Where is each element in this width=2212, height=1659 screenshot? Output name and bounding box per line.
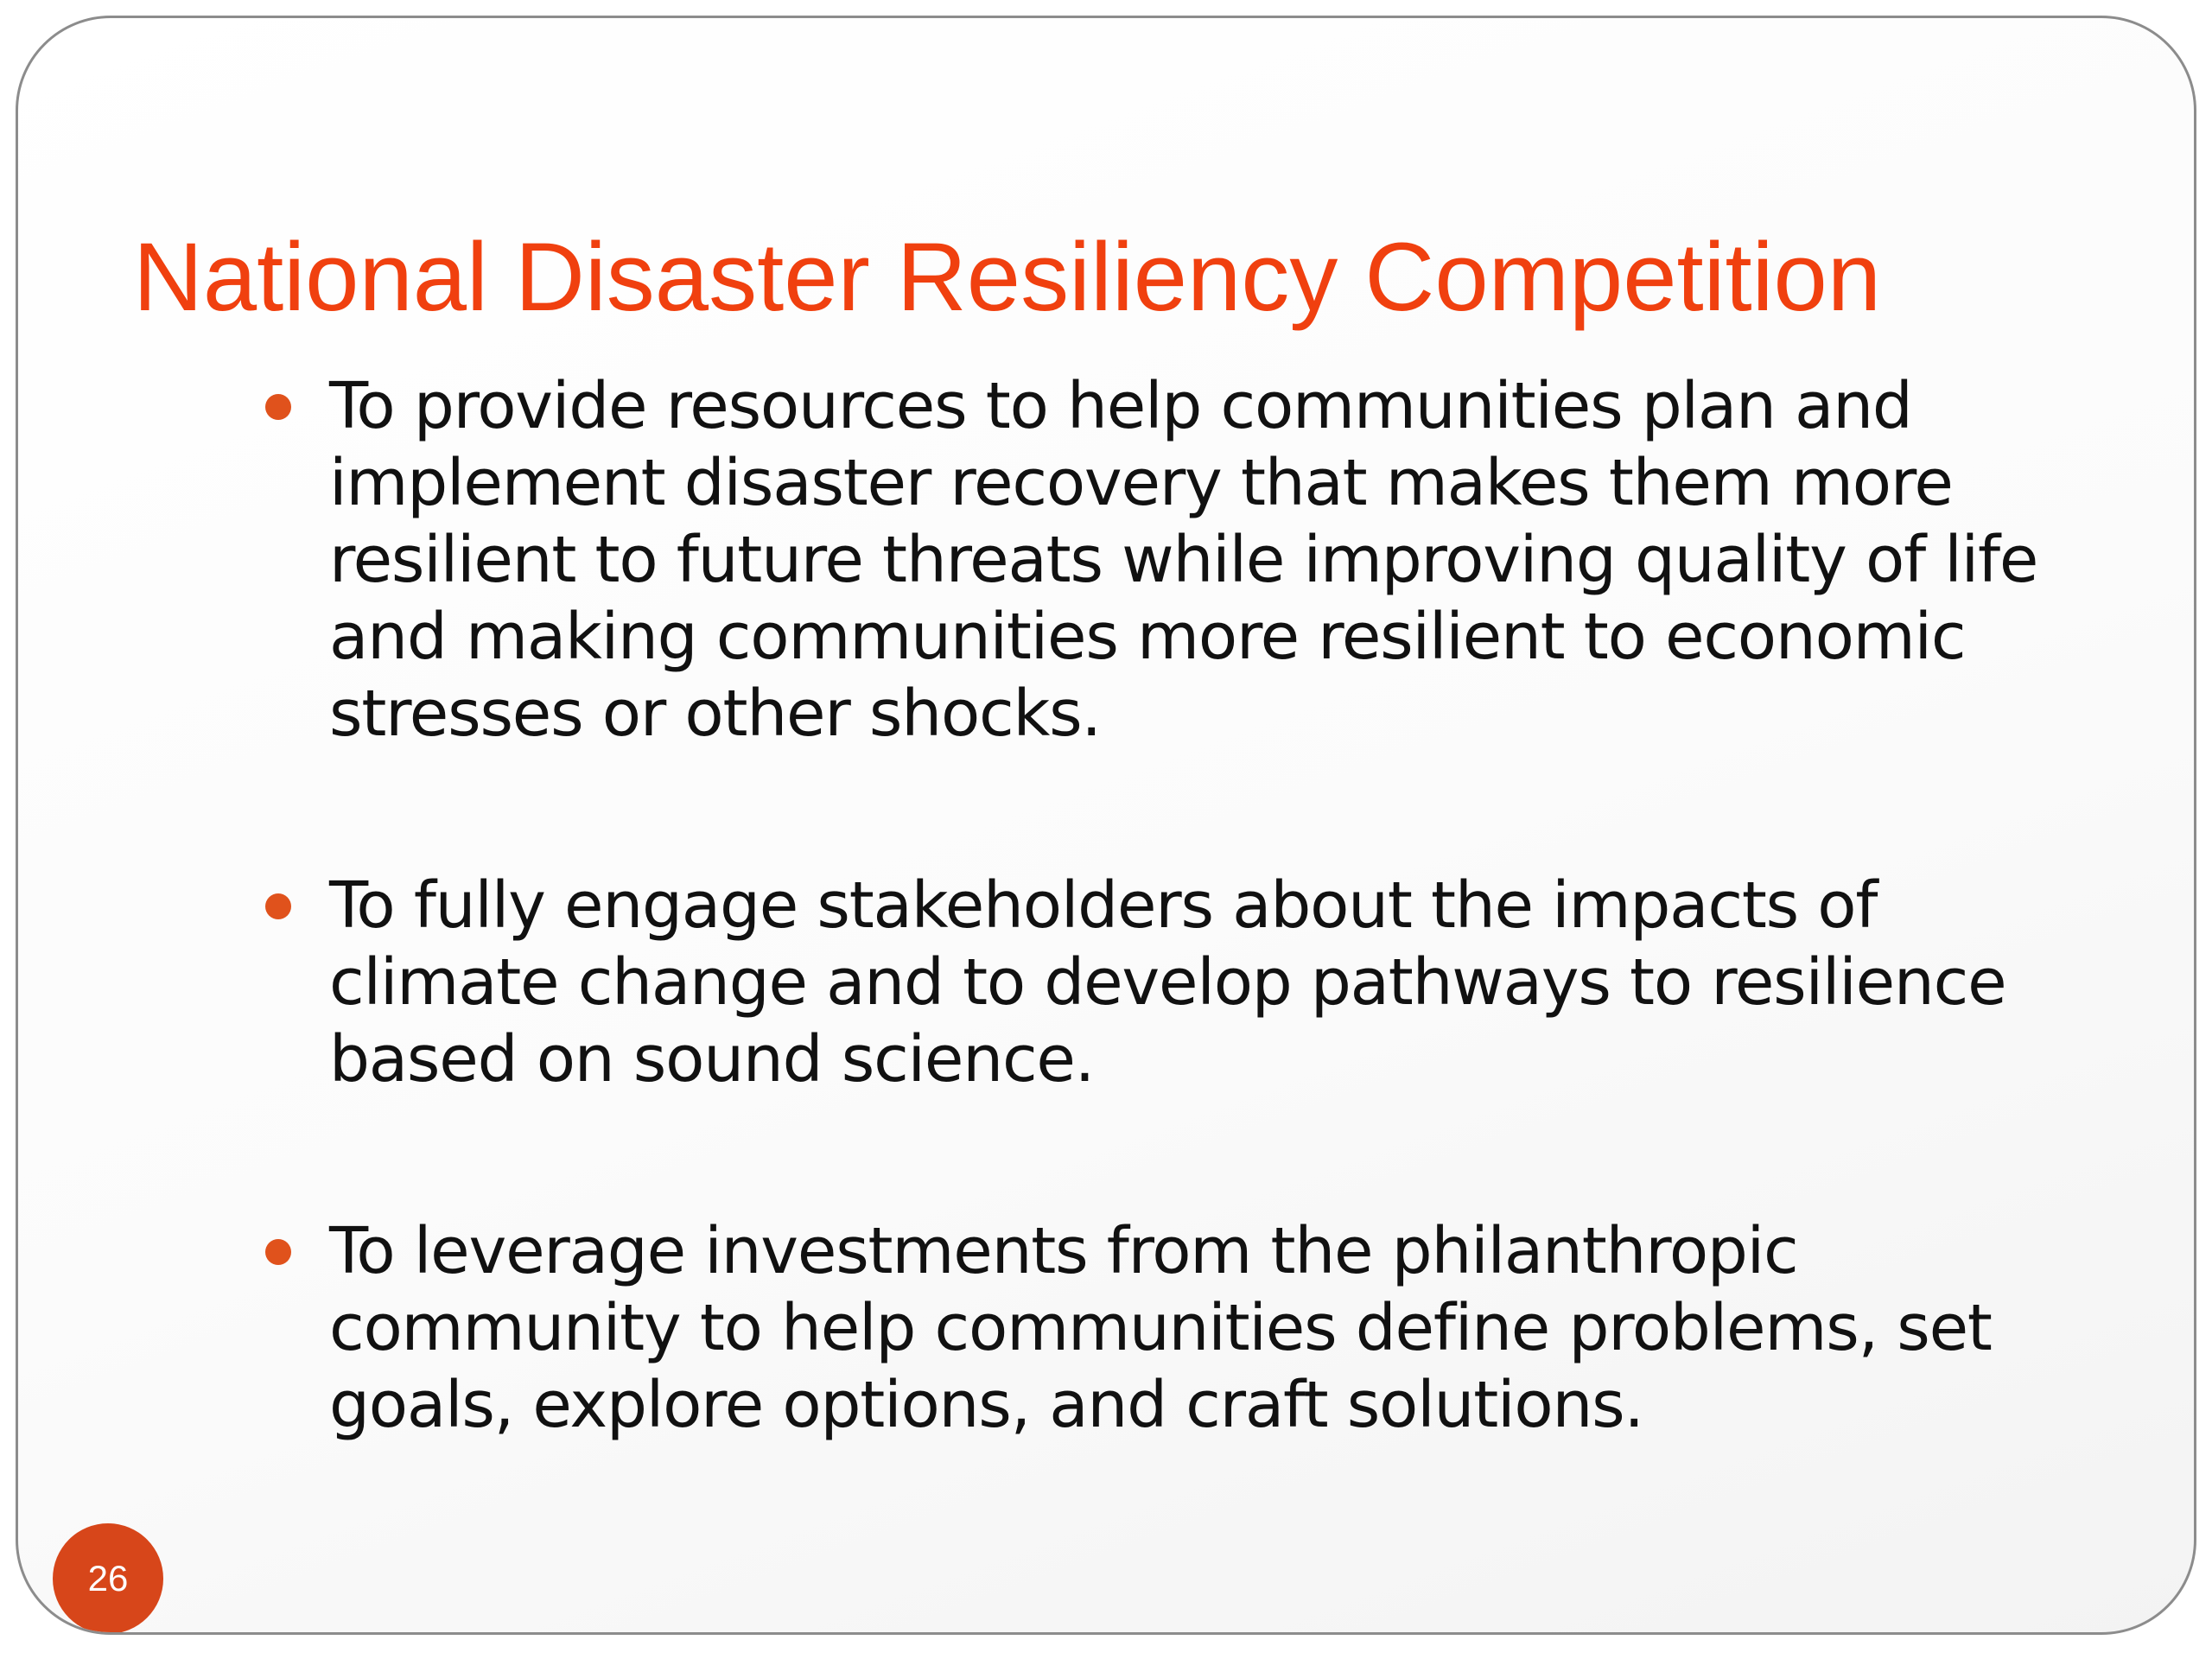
bullet-text: To fully engage stakeholders about the impacts of climate change and to develop pathways to resilience based on sound science.: [329, 868, 2006, 1096]
bullet-dot-icon: [265, 394, 291, 420]
bullet-dot-icon: [265, 893, 291, 919]
slide-frame: [16, 16, 2196, 1635]
slide-number-badge: 26: [53, 1523, 163, 1634]
bullet-item: [260, 368, 2092, 753]
bullet-text: To provide resources to help communities plan and implement disaster recovery that makes them more resilient to future threats while improving quality of life and making communities more resilient to economic stresses or other shocks.: [329, 369, 2038, 751]
bullet-item: [260, 868, 2092, 1098]
slide-title: National Disaster Resiliency Competition: [133, 223, 1882, 331]
bullet-list: [260, 368, 2092, 1444]
bullet-dot-icon: [265, 1239, 291, 1265]
bullet-text: To leverage investments from the philanthropic community to help communities define problems, set goals, explore options, and craft solutions.: [329, 1214, 1992, 1442]
bullet-item: [260, 1213, 2092, 1444]
